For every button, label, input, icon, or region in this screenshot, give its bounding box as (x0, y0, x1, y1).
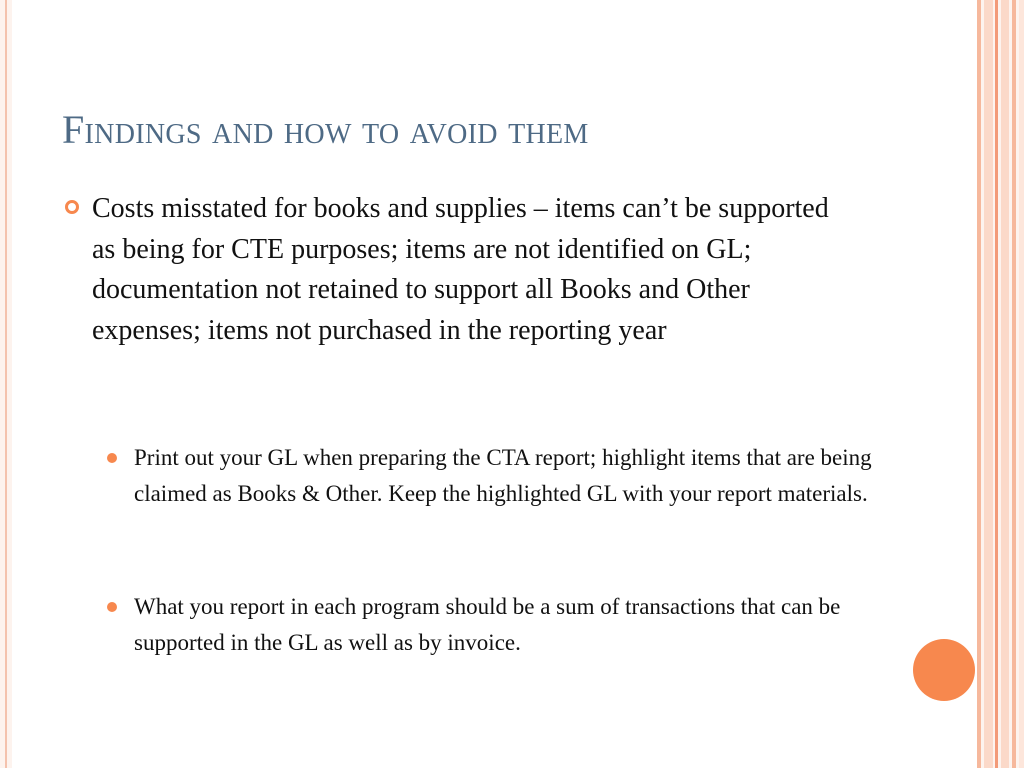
decorative-circle (913, 639, 975, 701)
decorative-stripe (1019, 0, 1024, 768)
sub-bullet-text: Print out your GL when preparing the CTA report; highlight items that are being claimed as Books & Other. Keep the highlighted GL with your report materials. (134, 445, 872, 506)
dot-bullet-icon (107, 453, 117, 463)
ring-bullet-icon (64, 199, 80, 215)
decorative-stripe (984, 0, 993, 768)
bullet-text: Costs misstated for books and supplies – items can’t be supported as being for CTE purposes; items are not identified on GL; documentation not retained to support all Books and Other expenses; items not purchased in the reporting year (92, 193, 829, 346)
decorative-stripe (1012, 0, 1016, 768)
dot-bullet-icon (107, 602, 117, 612)
decorative-stripe (1001, 0, 1009, 768)
slide-title: Findings and how to avoid them (62, 107, 589, 152)
decorative-stripe (977, 0, 981, 768)
sub-bullet-text: What you report in each program should be a sum of transactions that can be supported in the GL as well as by invoice. (134, 594, 841, 655)
left-border (5, 0, 7, 768)
decorative-stripe (995, 0, 998, 768)
